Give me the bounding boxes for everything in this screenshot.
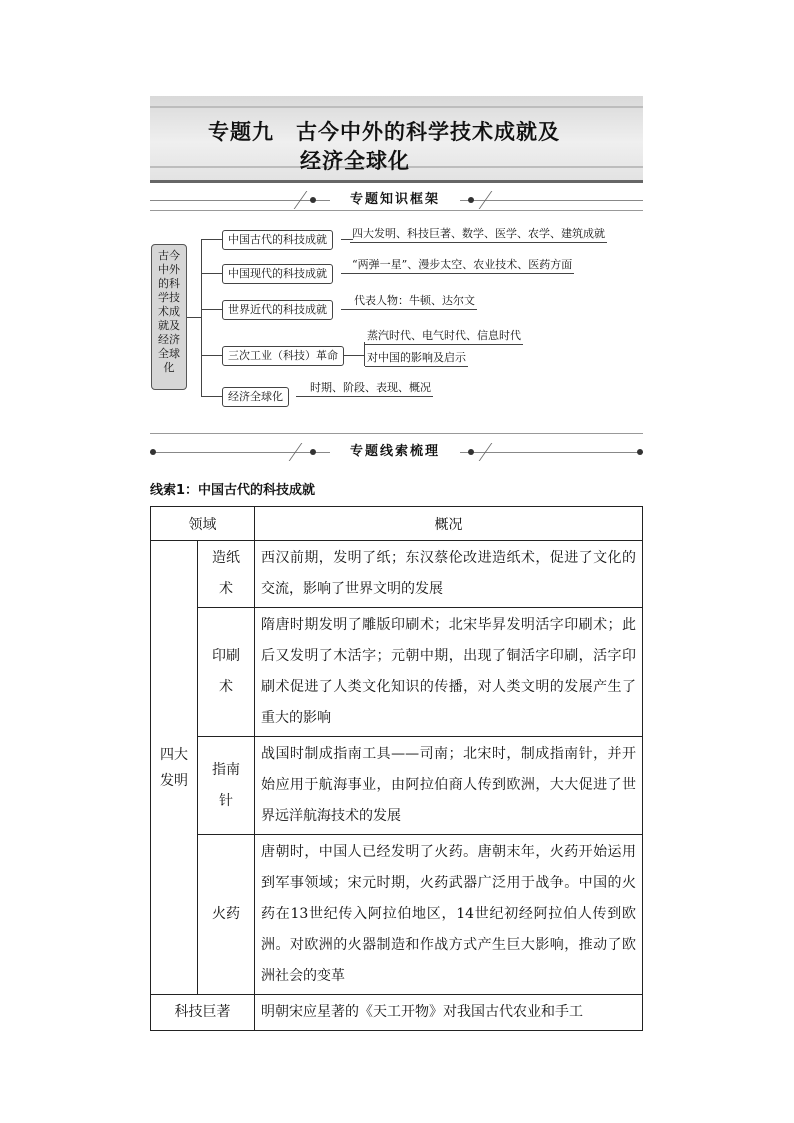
leaf-industrial-eras: 蒸汽时代、电气时代、信息时代: [365, 329, 523, 345]
connector: [201, 396, 223, 397]
framework-heading: 专题知识框架: [330, 191, 460, 209]
branch-industrial-revolutions: 三次工业（科技）革命: [222, 346, 344, 366]
table-row: [151, 737, 643, 835]
leaf-modern-china: “两弹一星”、漫步太空、农业技术、医药方面: [350, 258, 574, 274]
table-row: [151, 608, 643, 737]
desc-compass: 战国时制成指南工具——司南；北宋时，制成指南针，并开始应用于航海事业，由阿拉伯商人传到欧洲，大大促进了世界远洋航海技术的发展: [255, 737, 643, 835]
clues-heading-bar: [150, 443, 643, 463]
branch-globalization: 经济全球化: [222, 387, 289, 407]
connector: [201, 239, 223, 240]
branch-modern-world: 世界近代的科技成就: [222, 300, 333, 320]
field-works: 科技巨著: [151, 995, 255, 1031]
field-cell: [198, 541, 255, 608]
group-four-inventions: [151, 541, 198, 995]
field-printing: 印刷术: [212, 648, 240, 695]
connector: [187, 317, 201, 318]
branch-ancient-china: 中国古代的科技成就: [222, 230, 333, 250]
desc-gunpowder: 唐朝时，中国人已经发明了火药。唐朝末年，火药开始运用到军事领域；宋元时期，火药武器广泛用于战争。中国的火药在13世纪传入阿拉伯地区，14世纪初经阿拉伯人传到欧洲。对欧洲的火器制造和作战方式产生巨大影响，推动了欧洲社会的变革: [255, 835, 643, 995]
table-header-row: [151, 507, 643, 541]
header-overview: 概况: [255, 507, 643, 541]
field-cell: [198, 835, 255, 995]
desc-works: 明朝宋应星著的《天工开物》对我国古代农业和手工: [255, 995, 643, 1031]
leaf-industrial-impact: 对中国的影响及启示: [365, 351, 468, 367]
table-row: [151, 541, 643, 608]
connector: [296, 396, 308, 397]
field-cell: [198, 737, 255, 835]
connector: [201, 273, 223, 274]
connector: [201, 239, 202, 397]
desc-paper: 西汉前期，发明了纸；东汉蔡伦改进造纸术，促进了文化的交流，影响了世界文明的发展: [255, 541, 643, 608]
table-row: [151, 995, 643, 1031]
leaf-ancient-china: 四大发明、科技巨著、数学、医学、农学、建筑成就: [350, 227, 607, 243]
connector: [344, 355, 364, 356]
field-compass: 指南针: [212, 761, 240, 809]
table-row: [151, 835, 643, 995]
page-title-line1: 专题九 古今中外的科学技术成就及: [208, 120, 560, 144]
framework-root: [151, 244, 187, 390]
clue1-title: 线索1：中国古代的科技成就: [150, 483, 316, 498]
connector: [201, 309, 223, 310]
clues-heading: 专题线索梳理: [330, 443, 460, 461]
group-label: 四大发明: [160, 746, 188, 789]
field-cell: [198, 608, 255, 737]
header-field: 领域: [151, 507, 255, 541]
desc-printing: 隋唐时期发明了雕版印刷术；北宋毕昇发明活字印刷术；此后又发明了木活字；元朝中期，出现了铜活字印刷，活字印刷术促进了人类文化知识的传播，对人类文明的发展产生了重大的影响: [255, 608, 643, 737]
framework-root-label: 古今中外的科学技术成就及经济全球化: [158, 249, 180, 374]
leaf-globalization: 时期、阶段、表现、概况: [308, 381, 433, 397]
branch-modern-china: 中国现代的科技成就: [222, 264, 333, 284]
framework-heading-bar: [150, 191, 643, 211]
achievements-table: [150, 506, 643, 1031]
field-gunpowder: 火药: [212, 906, 240, 922]
page-title-line2: 经济全球化: [300, 149, 410, 173]
leaf-modern-world: 代表人物：牛顿、达尔文: [352, 294, 477, 310]
connector: [201, 355, 223, 356]
field-paper: 造纸术: [212, 550, 240, 597]
